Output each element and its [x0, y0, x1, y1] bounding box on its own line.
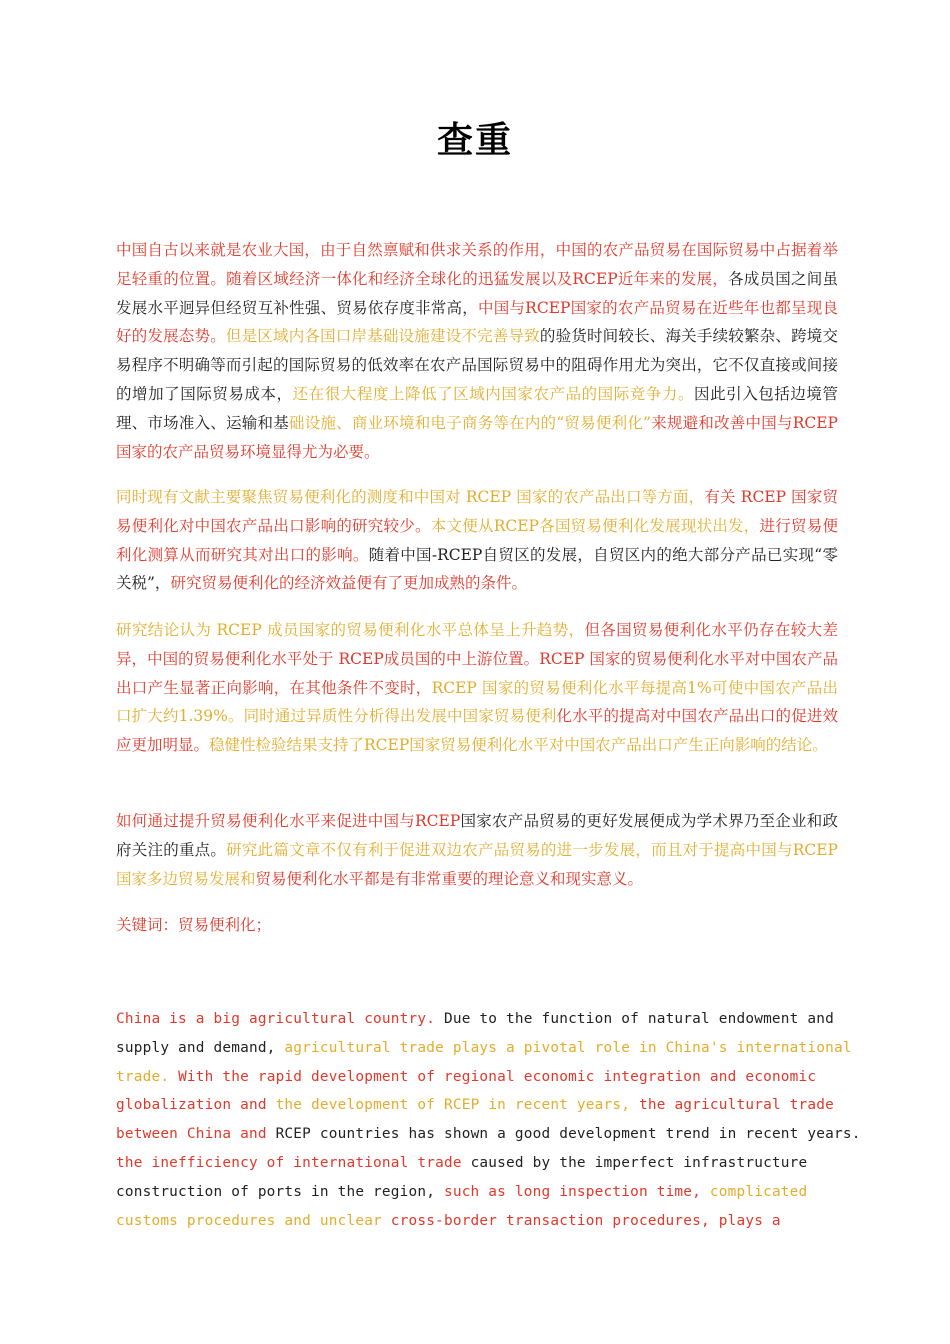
text-segment: 关键词：贸易便利化；	[116, 916, 272, 934]
text-segment: the agricultural trade	[638, 1097, 834, 1114]
text-segment: 研究结论认为 RCEP 成员国家的贸易便利化水平总体呈上升趋势，	[116, 621, 585, 639]
english-abstract	[116, 1005, 861, 1235]
paragraph-1	[116, 236, 838, 466]
english-line	[116, 1005, 838, 1034]
text-segment: China is a big agricultural country.	[116, 1011, 444, 1027]
text-segment: complicated	[709, 1183, 808, 1200]
text-segment: 如何通过提升贸易便利化水平来促进中国与RCEP	[116, 812, 461, 830]
text-segment: globalization and	[116, 1097, 276, 1114]
text-segment: With the rapid development of regional economic integration and economic	[178, 1068, 817, 1085]
text-segment: 来规避和改善中国与RCEP国家的农产品贸易环境显得尤为必要。	[116, 413, 838, 461]
text-segment: the inefficiency of international trade	[116, 1154, 471, 1171]
text-segment: 但各国贸易便利化水平仍存在较大差异，中国的贸易便利化水平处于 RCEP成员国的中上游位置。RCEP 国家的贸易便利化水平对中国农产品出口产生显著正向影响，在其他条件不变时，	[116, 621, 838, 697]
text-segment: 各成员国之间虽发展水平迥异但经贸互补性强、贸易依存度非常高，	[116, 269, 838, 317]
text-segment: 因此引入包括边境管理、市场准入、运输和基	[116, 384, 838, 432]
text-segment: RCEP countries has shown a good development trend in recent years.	[275, 1126, 861, 1143]
english-line	[116, 1178, 838, 1207]
text-segment: construction of ports in the region,	[116, 1183, 444, 1200]
text-segment: RCEP 国家的贸易便利化水平每提高1%可使中国农产品出口扩大约1.39%。同时通过异质性分析得出发展中国家贸易便利	[116, 678, 838, 726]
text-segment: such as long inspection time,	[443, 1183, 710, 1200]
english-line	[116, 1091, 838, 1120]
text-segment: customs procedures and unclear	[116, 1212, 391, 1229]
text-segment: 随着中国-RCEP自贸区的发展，自贸区内的绝大部分产品已实现“零关税”，	[116, 545, 838, 593]
text-segment: 进行贸易便利化测算从而研究其对出口的影响。	[116, 516, 838, 564]
english-line	[116, 1063, 838, 1092]
text-segment: cross-border transaction procedures, plays a	[390, 1212, 781, 1229]
text-segment: between China and	[116, 1126, 276, 1143]
text-segment: 础设施、商业环境和电子商务等在内的“贸易便利化”	[288, 413, 651, 432]
english-line	[116, 1034, 852, 1063]
keywords-line	[116, 911, 838, 940]
text-segment: 中国自古以来就是农业大国，由于自然禀赋和供求关系的作用，中国的农产品贸易在国际贸易中占据着举足轻重的位置。随着区域经济一体化和经济全球化的迅猛发展以及RCEP近年来的发展，	[116, 241, 838, 288]
text-segment: 有关 RCEP 国家贸易便利化对中国农产品出口影响的研究较少。	[116, 488, 838, 535]
text-segment: agricultural trade plays a pivotal role in China's international	[284, 1039, 852, 1056]
paragraph-4	[116, 807, 838, 893]
text-segment: 贸易便利化水平都是有非常重要的理论意义和现实意义。	[255, 869, 644, 888]
text-segment: 研究贸易便利化的经济效益便有了更加成熟的条件。	[170, 574, 527, 593]
text-segment: 但是区域内各国口岸基础设施建设不完善导致	[225, 327, 540, 346]
paragraph-3	[116, 616, 838, 760]
text-segment: 还在很大程度上降低了区域内国家农产品的国际竞争力。	[292, 384, 695, 403]
text-segment: 国家农产品贸易的更好发展便成为学术界乃至企业和政府关注的重点。	[116, 812, 838, 859]
text-segment: caused by the imperfect infrastructure	[470, 1154, 808, 1171]
paragraph-2	[116, 483, 838, 598]
text-segment: the development of RCEP in recent years,	[275, 1097, 639, 1114]
text-segment: 研究此篇文章不仅有利于促进双边农产品贸易的进一步发展，而且对于提高中国与RCEP国家多边贸易发展和	[116, 840, 838, 888]
text-segment: supply and demand,	[116, 1039, 285, 1056]
text-segment: 中国与RCEP国家的农产品贸易在近些年也都呈现良好的发展态势。	[116, 298, 838, 346]
text-segment: 本文便从RCEP各国贸易便利化发展现状出发，	[430, 516, 760, 535]
text-segment: 同时现有文献主要聚焦贸易便利化的测度和中国对 RCEP 国家的农产品出口等方面，	[116, 488, 705, 506]
text-segment: 化水平的提高对中国农产品出口的促进效应更加明显。	[116, 707, 838, 755]
page-title: 查重	[436, 120, 513, 161]
text-segment: 稳健性检验结果支持了RCEP国家贸易便利化水平对中国农产品出口产生正向影响的结论。	[209, 736, 828, 755]
english-line	[116, 1120, 861, 1149]
english-line	[116, 1207, 838, 1236]
text-segment: Due to the function of natural endowment and	[443, 1011, 834, 1027]
english-line	[116, 1149, 838, 1178]
text-segment: trade.	[116, 1068, 179, 1085]
text-segment: 的验货时间较长、海关手续较繁杂、跨境交易程序不明确等而引起的国际贸易的低效率在农产品国际贸易中的阻碍作用尤为突出，它不仅直接或间接的增加了国际贸易成本，	[116, 327, 838, 403]
